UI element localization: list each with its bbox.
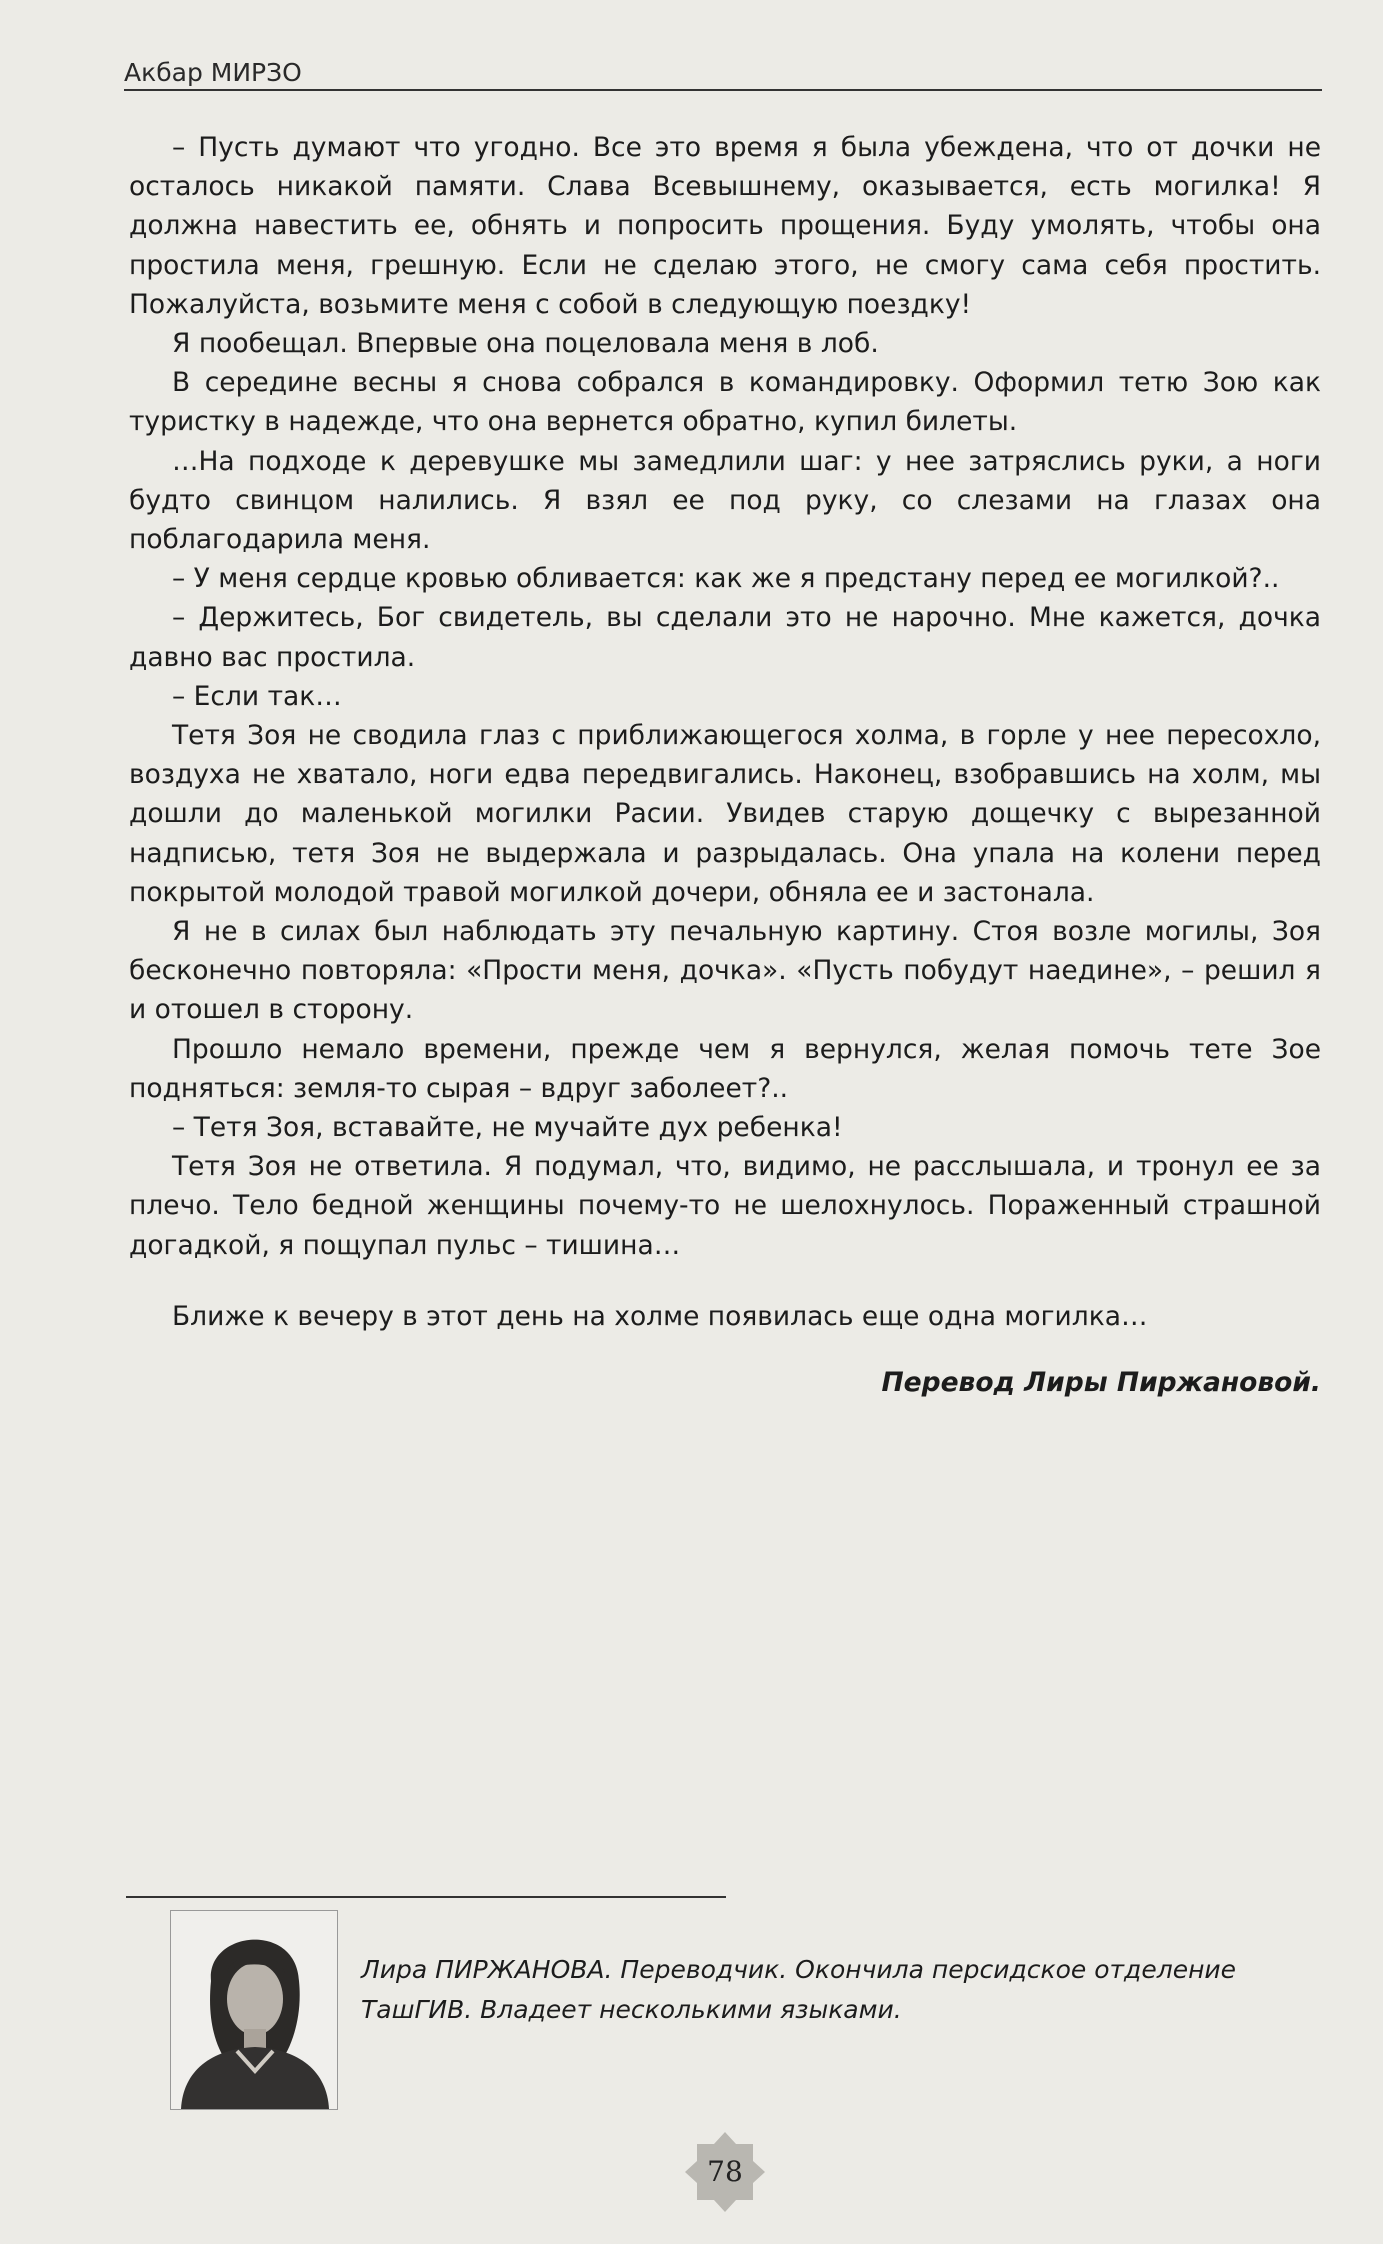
paragraph: – Держитесь, Бог свидетель, вы сделали это не нарочно. Мне кажется, дочка давно вас простила. — [129, 602, 1321, 673]
translator-bio: Лира ПИРЖАНОВА. Переводчик. Окончила персидское отделение ТашГИВ. Владеет несколькими языками. — [361, 1955, 1237, 2024]
running-header: Акбар МИРЗО — [124, 58, 302, 87]
closing-paragraph: Ближе к вечеру в этот день на холме появилась еще одна могилка… — [172, 1300, 1148, 1332]
translator-photo — [170, 1910, 338, 2110]
page-number-badge — [683, 2130, 767, 2214]
paragraph: – Пусть думают что угодно. Все это время я была убеждена, что от дочки не осталось никакой памяти. Слава Всевышнему, оказывается, есть могилка! Я должна навестить ее, обнять и попросить прощения. Буду умолять, чтобы она простила меня, грешную. Если не сделаю этого, не смогу сама себя простить. Пожалуйста, возьмите меня с собой в следующую поездку! — [129, 132, 1321, 320]
paragraph: Я не в силах был наблюдать эту печальную картину. Стоя возле могилы, Зоя бесконечно повторяла: «Прости меня, дочка». «Пусть побудут наедине», – решил я и отошел в сторону. — [129, 916, 1321, 1026]
story-text — [129, 128, 1321, 1402]
paragraph: Тетя Зоя не ответила. Я подумал, что, видимо, не расслышала, и тронул ее за плечо. Тело бедной женщины почему-то не шелохнулось. Пораженный страшной догадкой, я пощупал пульс – тишина… — [129, 1151, 1321, 1261]
paragraph: Прошло немало времени, прежде чем я вернулся, желая помочь тете Зое подняться: земля-то сырая – вдруг заболеет?.. — [129, 1033, 1321, 1104]
page-number: 78 — [707, 2155, 743, 2188]
paragraph: Тетя Зоя не сводила глаз с приближающегося холма, в горле у нее пересохло, воздуха не хватало, ноги едва передвигались. Наконец, взобравшись на холм, мы дошли до маленькой могилки Расии. Увидев старую дощечку с вырезанной надписью, тетя Зоя не выдержала и разрыдалась. Она упала на колени перед покрытой молодой травой могилкой дочери, обняла ее и застонала. — [129, 720, 1321, 908]
paragraph: …На подходе к деревушке мы замедлили шаг: у нее затряслись руки, а ноги будто свинцом налились. Я взял ее под руку, со слезами на глазах она поблагодарила меня. — [129, 445, 1321, 556]
footnote-divider — [126, 1896, 726, 1898]
paragraph: Я пообещал. Впервые она поцеловала меня в лоб. — [172, 328, 879, 360]
paragraph: – Если так… — [172, 680, 342, 712]
paragraph: – У меня сердце кровью обливается: как же я предстану перед ее могилкой?.. — [172, 563, 1280, 595]
translator-credit: Перевод Лиры Пиржановой. — [881, 1367, 1321, 1399]
header-divider — [124, 89, 1322, 91]
paragraph: В середине весны я снова собрался в командировку. Оформил тетю Зою как туристку в надежде, что она вернется обратно, купил билеты. — [129, 367, 1321, 438]
paragraph: – Тетя Зоя, вставайте, не мучайте дух ребенка! — [172, 1112, 843, 1144]
